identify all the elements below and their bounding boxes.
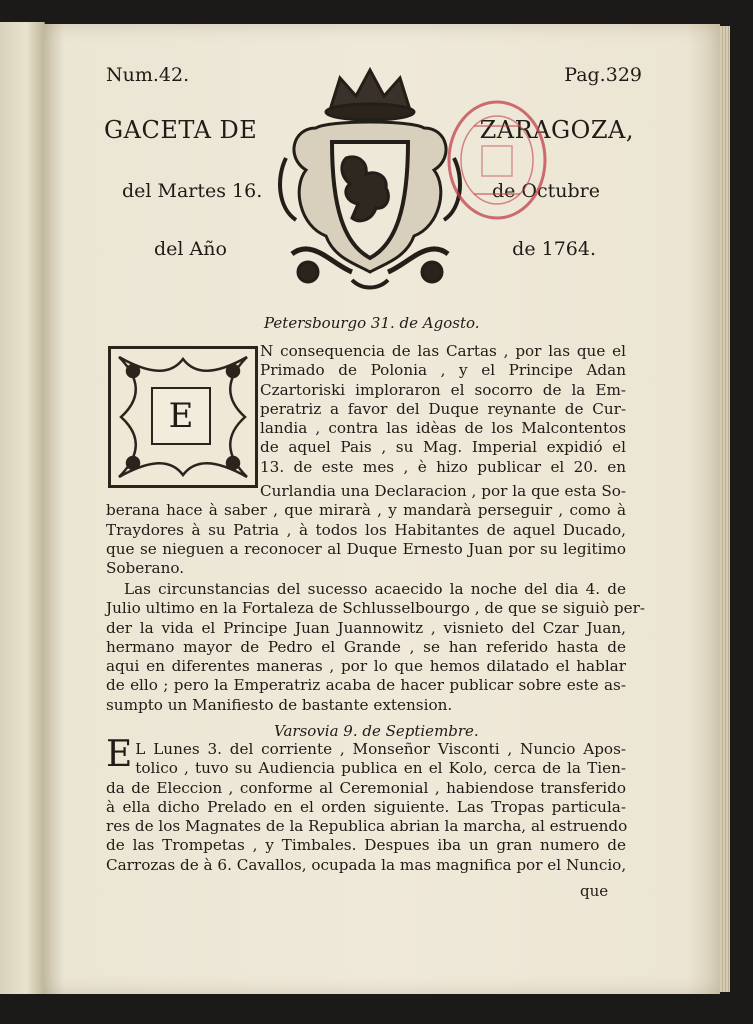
text-line: peratriz a favor del Duque reynante de Cur- <box>260 399 626 418</box>
coat-of-arms-icon <box>272 58 468 294</box>
issue-date-right: de Octubre <box>491 180 600 202</box>
initial-letter: E <box>151 387 211 445</box>
text-line: à ella dicho Prelado en el orden siguiente. Las Tropas particula- <box>106 797 626 816</box>
text-line: Czartoriski imploraron el socorro de la Em- <box>260 380 626 399</box>
text-line: der la vida el Principe Juan Juannowitz , visnieto del Czar Juan, <box>106 618 626 637</box>
page-fore-edge <box>720 26 730 992</box>
catchword: que <box>580 882 609 900</box>
drop-cap: E <box>106 734 133 775</box>
text-line: Julio ultimo en la Fortaleza de Schlusselbourgo , de que se siguiò per- <box>106 599 645 618</box>
text-line: sumpto un Manifiesto de bastante extension. <box>106 695 453 714</box>
text-line: tolico , tuvo su Audiencia publica en el Kolo, cerca de la Tien- <box>135 759 626 778</box>
text-line: landia , contra las idèas de los Malcontentos <box>260 419 626 438</box>
text-line: Carrozas de à 6. Cavallos, ocupada la mas magnifica por el Nuncio, <box>106 855 627 874</box>
issue-year-right: de 1764. <box>512 238 596 260</box>
text-line: Las circunstancias del sucesso acaecido la noche del dia 4. de <box>124 580 626 598</box>
text-line: aqui en diferentes maneras , por lo que hemos dilatado el hablar <box>106 657 626 676</box>
paragraph-1-continued <box>106 482 626 578</box>
text-line: N consequencia de las Cartas , por las que el <box>260 342 626 360</box>
text-line: hermano mayor de Pedro el Grande , se han referido hasta de <box>106 637 626 656</box>
text-line: que se nieguen a reconocer al Duque Ernesto Juan por su legitimo <box>106 539 626 558</box>
dateline-warsaw: Varsovia 9. de Septiembre. <box>274 722 479 740</box>
masthead-title-right: ZARAGOZA, <box>479 116 634 144</box>
text-line: Traydores à su Patria , à todos los Habitantes de aquel Ducado, <box>106 520 626 539</box>
library-stamp-icon <box>444 96 550 224</box>
text-line: berana hace à saber , que mirarà , y mandarà perseguir , como à <box>106 501 626 520</box>
text-line: de aquel Pais , su Mag. Imperial expidió el <box>260 438 626 457</box>
text-line: Primado de Polonia , y el Principe Adan <box>260 361 626 380</box>
page-number: Pag.329 <box>564 64 642 86</box>
text-line: Soberano. <box>106 559 185 578</box>
gazette-page <box>44 24 720 994</box>
text-line: Curlandia una Declaracion , por la que esta So- <box>260 482 626 500</box>
paragraph-1-beside-initial <box>260 342 626 477</box>
text-line: da de Eleccion , conforme al Ceremonial , habiendose transferido <box>106 778 626 797</box>
issue-year-left: del Año <box>154 238 227 260</box>
left-page-edge <box>0 22 45 994</box>
text-line: de las Trompetas , y Timbales. Despues iba un gran numero de <box>106 836 626 855</box>
paragraph-3 <box>106 734 628 875</box>
text-line: 13. de este mes , è hizo publicar el 20. en <box>260 457 626 476</box>
issue-date-left: del Martes 16. <box>122 180 263 202</box>
text-line: L Lunes 3. del corriente , Monseñor Visconti , Nuncio Apos- <box>135 740 626 758</box>
decorated-initial <box>108 346 258 488</box>
masthead-title-left: GACETA DE <box>104 116 258 144</box>
text-line: res de los Magnates de la Republica abrian la marcha, al estruendo <box>106 817 628 836</box>
paragraph-2 <box>106 580 645 715</box>
issue-number: Num.42. <box>106 64 190 86</box>
text-line: de ello ; pero la Emperatriz acaba de hacer publicar sobre este as- <box>106 676 626 695</box>
dateline-petersburg: Petersbourgo 31. de Agosto. <box>264 314 480 332</box>
